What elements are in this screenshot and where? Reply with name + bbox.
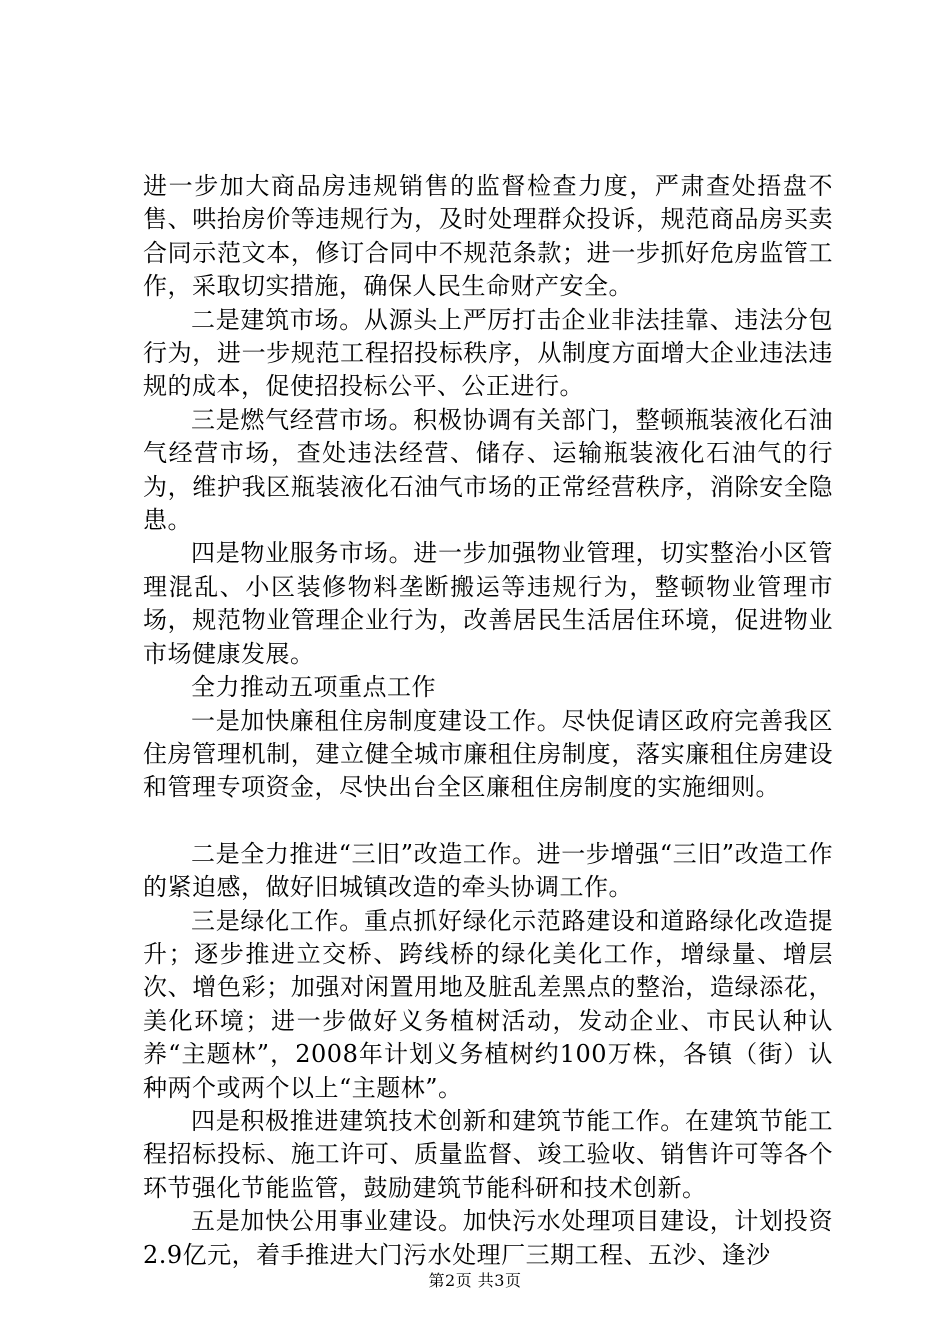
paragraph-greening: 三是绿化工作。重点抓好绿化示范路建设和道路绿化改造提升；逐步推进立交桥、跨线桥的绿化美化工作，增绿量、增层次、增色彩；加强对闲置用地及脏乱差黑点的整治，造绿添花，美化环境；进一步做好义务植树活动，发动企业、市民认种认养“主题林”，2008年计划义务植树约100万株，各镇（街）认种两个或两个以上“主题林”。 [143, 906, 833, 1102]
paragraph-construction-market: 二是建筑市场。从源头上严厉打击企业非法挂靠、违法分包行为，进一步规范工程招投标秩序，从制度方面增大企业违法违规的成本，促使招投标公平、公正进行。 [143, 305, 833, 401]
paragraph-gas-market: 三是燃气经营市场。积极协调有关部门，整顿瓶装液化石油气经营市场，查处违法经营、储存、运输瓶装液化石油气的行为，维护我区瓶装液化石油气市场的正常经营秩序，消除安全隐患。 [143, 405, 833, 535]
paragraph-building-energy-saving: 四是积极推进建筑技术创新和建筑节能工作。在建筑节能工程招标投标、施工许可、质量监督、竣工验收、销售许可等各个环节强化节能监管，鼓励建筑节能科研和技术创新。 [143, 1106, 833, 1202]
paragraph-commercial-housing: 进一步加大商品房违规销售的监督检查力度，严肃查处捂盘不售、哄抬房价等违规行为，及时处理群众投诉，规范商品房买卖合同示范文本，修订合同中不规范条款；进一步抓好危房监管工作，采取切实措施，确保人民生命财产安全。 [143, 172, 833, 301]
paragraph-property-services: 四是物业服务市场。进一步加强物业管理，切实整治小区管理混乱、小区装修物料垄断搬运等违规行为，整顿物业管理市场，规范物业管理企业行为，改善居民生活居住环境，促进物业市场健康发展。 [143, 539, 833, 668]
document-body [143, 170, 833, 1272]
paragraph-three-old-renovation: 二是全力推进“三旧”改造工作。进一步增强“三旧”改造工作的紧迫感，做好旧城镇改造的牵头协调工作。 [143, 839, 833, 902]
page-footer [0, 1271, 950, 1291]
paragraph-low-rent-housing: 一是加快廉租住房制度建设工作。尽快促请区政府完善我区住房管理机制，建立健全城市廉租住房制度，落实廉租住房建设和管理专项资金，尽快出台全区廉租住房制度的实施细则。 [143, 706, 833, 802]
section-heading-five-key-tasks: 全力推动五项重点工作 [191, 673, 436, 702]
page-number-label: 第2页 共3页 [428, 1271, 522, 1290]
paragraph-public-utilities: 五是加快公用事业建设。加快污水处理项目建设，计划投资2.9亿元，着手推进大门污水处理厂三期工程、五沙、逢沙 [143, 1207, 833, 1269]
